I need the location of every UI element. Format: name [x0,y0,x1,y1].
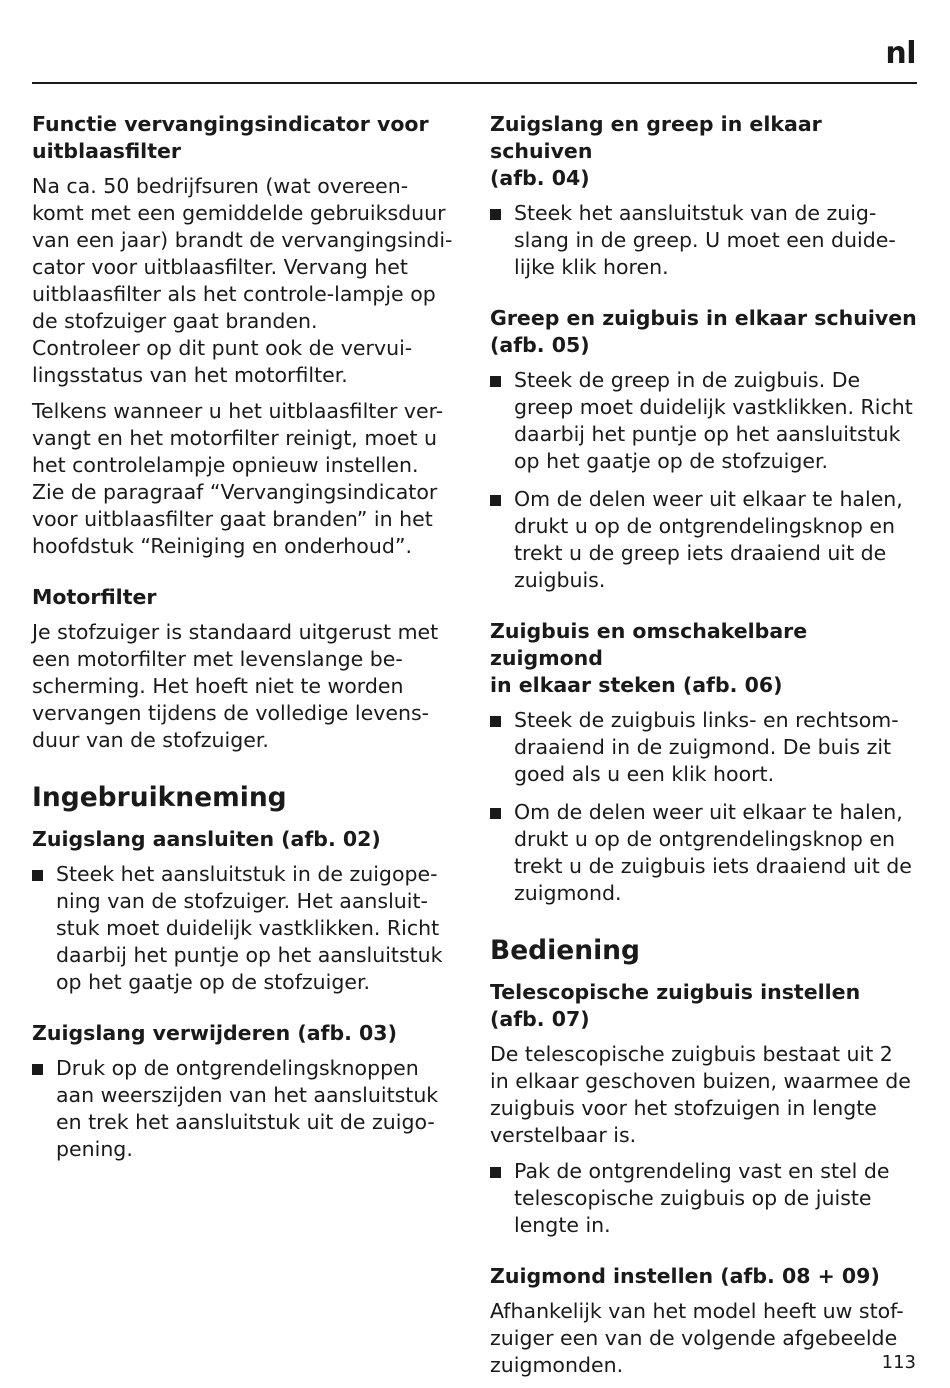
bullet-square-icon [32,1064,43,1075]
text-line: van een jaar) brandt de vervangingsindi- [32,228,453,252]
bullet-item [490,367,922,475]
text-line: in elkaar geschoven buizen, waarmee de [490,1069,911,1093]
text-line: Afhankelijk van het model heeft uw stof- [490,1299,904,1323]
section-heading-motorfilter: Motorfilter [32,585,157,609]
text-line: daarbij het puntje op het aansluitstuk [56,943,443,967]
text-line: verstelbaar is. [490,1123,637,1147]
text-line: zuigmond. [514,881,622,905]
text-line: goed als u een klik hoort. [514,762,775,786]
bullet-item [32,1055,460,1163]
section-heading-grip-tube [490,305,922,359]
text-line: Telkens wanneer u het uitblaasfilter ver- [32,399,444,423]
section-heading-hose-grip [490,111,922,192]
bullet-square-icon [490,808,501,819]
text-line: Om de delen weer uit elkaar te halen, [514,800,903,824]
heading-line: uitblaasfilter [32,139,182,163]
text-line: stuk moet duidelijk vastklikken. Richt [56,916,440,940]
text-line: lengte in. [514,1213,611,1237]
bullet-square-icon [32,870,43,881]
text-line: De telescopische zuigbuis bestaat uit 2 [490,1042,893,1066]
text-line: ning van de stofzuiger. Het aansluit- [56,889,428,913]
heading-line: Greep en zuigbuis in elkaar schuiven [490,306,917,330]
heading-line: Zuigbuis en omschakelbare zuigmond [490,619,808,670]
text-line: telescopische zuigbuis op de juiste [514,1186,872,1210]
paragraph [32,619,460,754]
section-heading-tube-nozzle [490,618,922,699]
bullet-square-icon [490,209,501,220]
text-line: trekt u de greep iets draaiend uit de [514,541,887,565]
text-line: drukt u op de ontgrendelingsknop en [514,827,895,851]
paragraph [490,1298,922,1379]
text-line: Steek het aansluitstuk in de zuigope- [56,862,438,886]
text-line: Steek het aansluitstuk van de zuig- [514,201,877,225]
heading-line: (afb. 05) [490,333,590,357]
text-line: het controlelampje opnieuw instellen. [32,453,419,477]
bullet-square-icon [490,376,501,387]
paragraph [32,398,460,560]
section-heading-nozzle-setting: Zuigmond instellen (afb. 08 + 09) [490,1264,880,1288]
text-line: trekt u de zuigbuis iets draaiend uit de [514,854,912,878]
bullet-square-icon [490,495,501,506]
text-line: vervangen tijdens de volledige levens- [32,701,430,725]
text-line: greep moet duidelijk vastklikken. Richt [514,395,913,419]
text-line: voor uitblaasfilter gaat branden” in het [32,507,433,531]
paragraph [32,173,460,389]
text-line: Na ca. 50 bedrijfsuren (wat overeen- [32,174,409,198]
text-line: op het gaatje op de stofzuiger. [56,970,371,994]
bullet-square-icon [490,716,501,727]
text-line: Zie de paragraaf “Vervangingsindicator [32,480,438,504]
text-line: Steek de zuigbuis links- en rechtsom- [514,708,899,732]
left-column [32,111,460,1174]
text-line: op het gaatje op de stofzuiger. [514,449,829,473]
text-line: lijke klik horen. [514,255,669,279]
text-line: Steek de greep in de zuigbuis. De [514,368,861,392]
bullet-item [490,707,922,788]
text-line: pening. [56,1137,133,1161]
heading-line: Zuigslang en greep in elkaar schuiven [490,112,822,163]
heading-line: Functie vervangingsindicator voor [32,112,429,136]
text-line: en trek het aansluitstuk uit de zuigo- [56,1110,435,1134]
text-line: uitblaasfilter als het controle-lampje op [32,282,436,306]
text-line: draaiend in de zuigmond. De buis zit [514,735,892,759]
section-heading-replacement-indicator [32,111,460,165]
heading-line: (afb. 04) [490,166,590,190]
bullet-item [32,861,460,996]
section-heading-connect-hose: Zuigslang aansluiten (afb. 02) [32,827,381,851]
text-line: drukt u op de ontgrendelingsknop en [514,514,895,538]
text-line: daarbij het puntje op het aansluitstuk [514,422,901,446]
page-number: 113 [881,1352,916,1373]
text-line: Controleer op dit punt ook de vervui- [32,336,413,360]
text-line: duur van de stofzuiger. [32,728,269,752]
heading-line: in elkaar steken (afb. 06) [490,673,783,697]
header-rule [32,82,917,84]
heading-line: Telescopische zuigbuis instellen [490,980,861,1004]
bullet-item [490,200,922,281]
bullet-item [490,799,922,907]
section-heading-telescopic-tube [490,979,922,1033]
right-column [490,111,922,1388]
text-line: vangt en het motorfilter reinigt, moet u [32,426,437,450]
text-line: zuigbuis. [514,568,606,592]
bullet-item [490,1158,922,1239]
text-line: Om de delen weer uit elkaar te halen, [514,487,903,511]
text-line: zuiger een van de volgende afgebeelde [490,1326,898,1350]
chapter-heading-bediening: Bediening [490,935,640,966]
text-line: aan weerszijden van het aansluitstuk [56,1083,439,1107]
text-line: de stofzuiger gaat branden. [32,309,318,333]
text-line: lingsstatus van het motorfilter. [32,363,348,387]
text-line: een motorfilter met levenslange be- [32,647,403,671]
text-line: komt met een gemiddelde gebruiksduur [32,201,446,225]
text-line: hoofdstuk “Reiniging en onderhoud”. [32,534,412,558]
bullet-item [490,486,922,594]
text-line: Je stofzuiger is standaard uitgerust met [32,620,439,644]
text-line: Pak de ontgrendeling vast en stel de [514,1159,890,1183]
section-heading-remove-hose: Zuigslang verwijderen (afb. 03) [32,1021,397,1045]
bullet-square-icon [490,1167,501,1178]
paragraph [490,1041,922,1149]
text-line: zuigbuis voor het stofzuigen in lengte [490,1096,877,1120]
text-line: scherming. Het hoeft niet te worden [32,674,404,698]
text-line: cator voor uitblaasfilter. Vervang het [32,255,408,279]
chapter-heading-ingebruikneming: Ingebruikneming [32,782,287,813]
text-line: slang in de greep. U moet een duide- [514,228,896,252]
text-line: Druk op de ontgrendelingsknoppen [56,1056,419,1080]
language-code: nl [885,36,916,71]
heading-line: (afb. 07) [490,1007,590,1031]
text-line: zuigmonden. [490,1353,624,1377]
